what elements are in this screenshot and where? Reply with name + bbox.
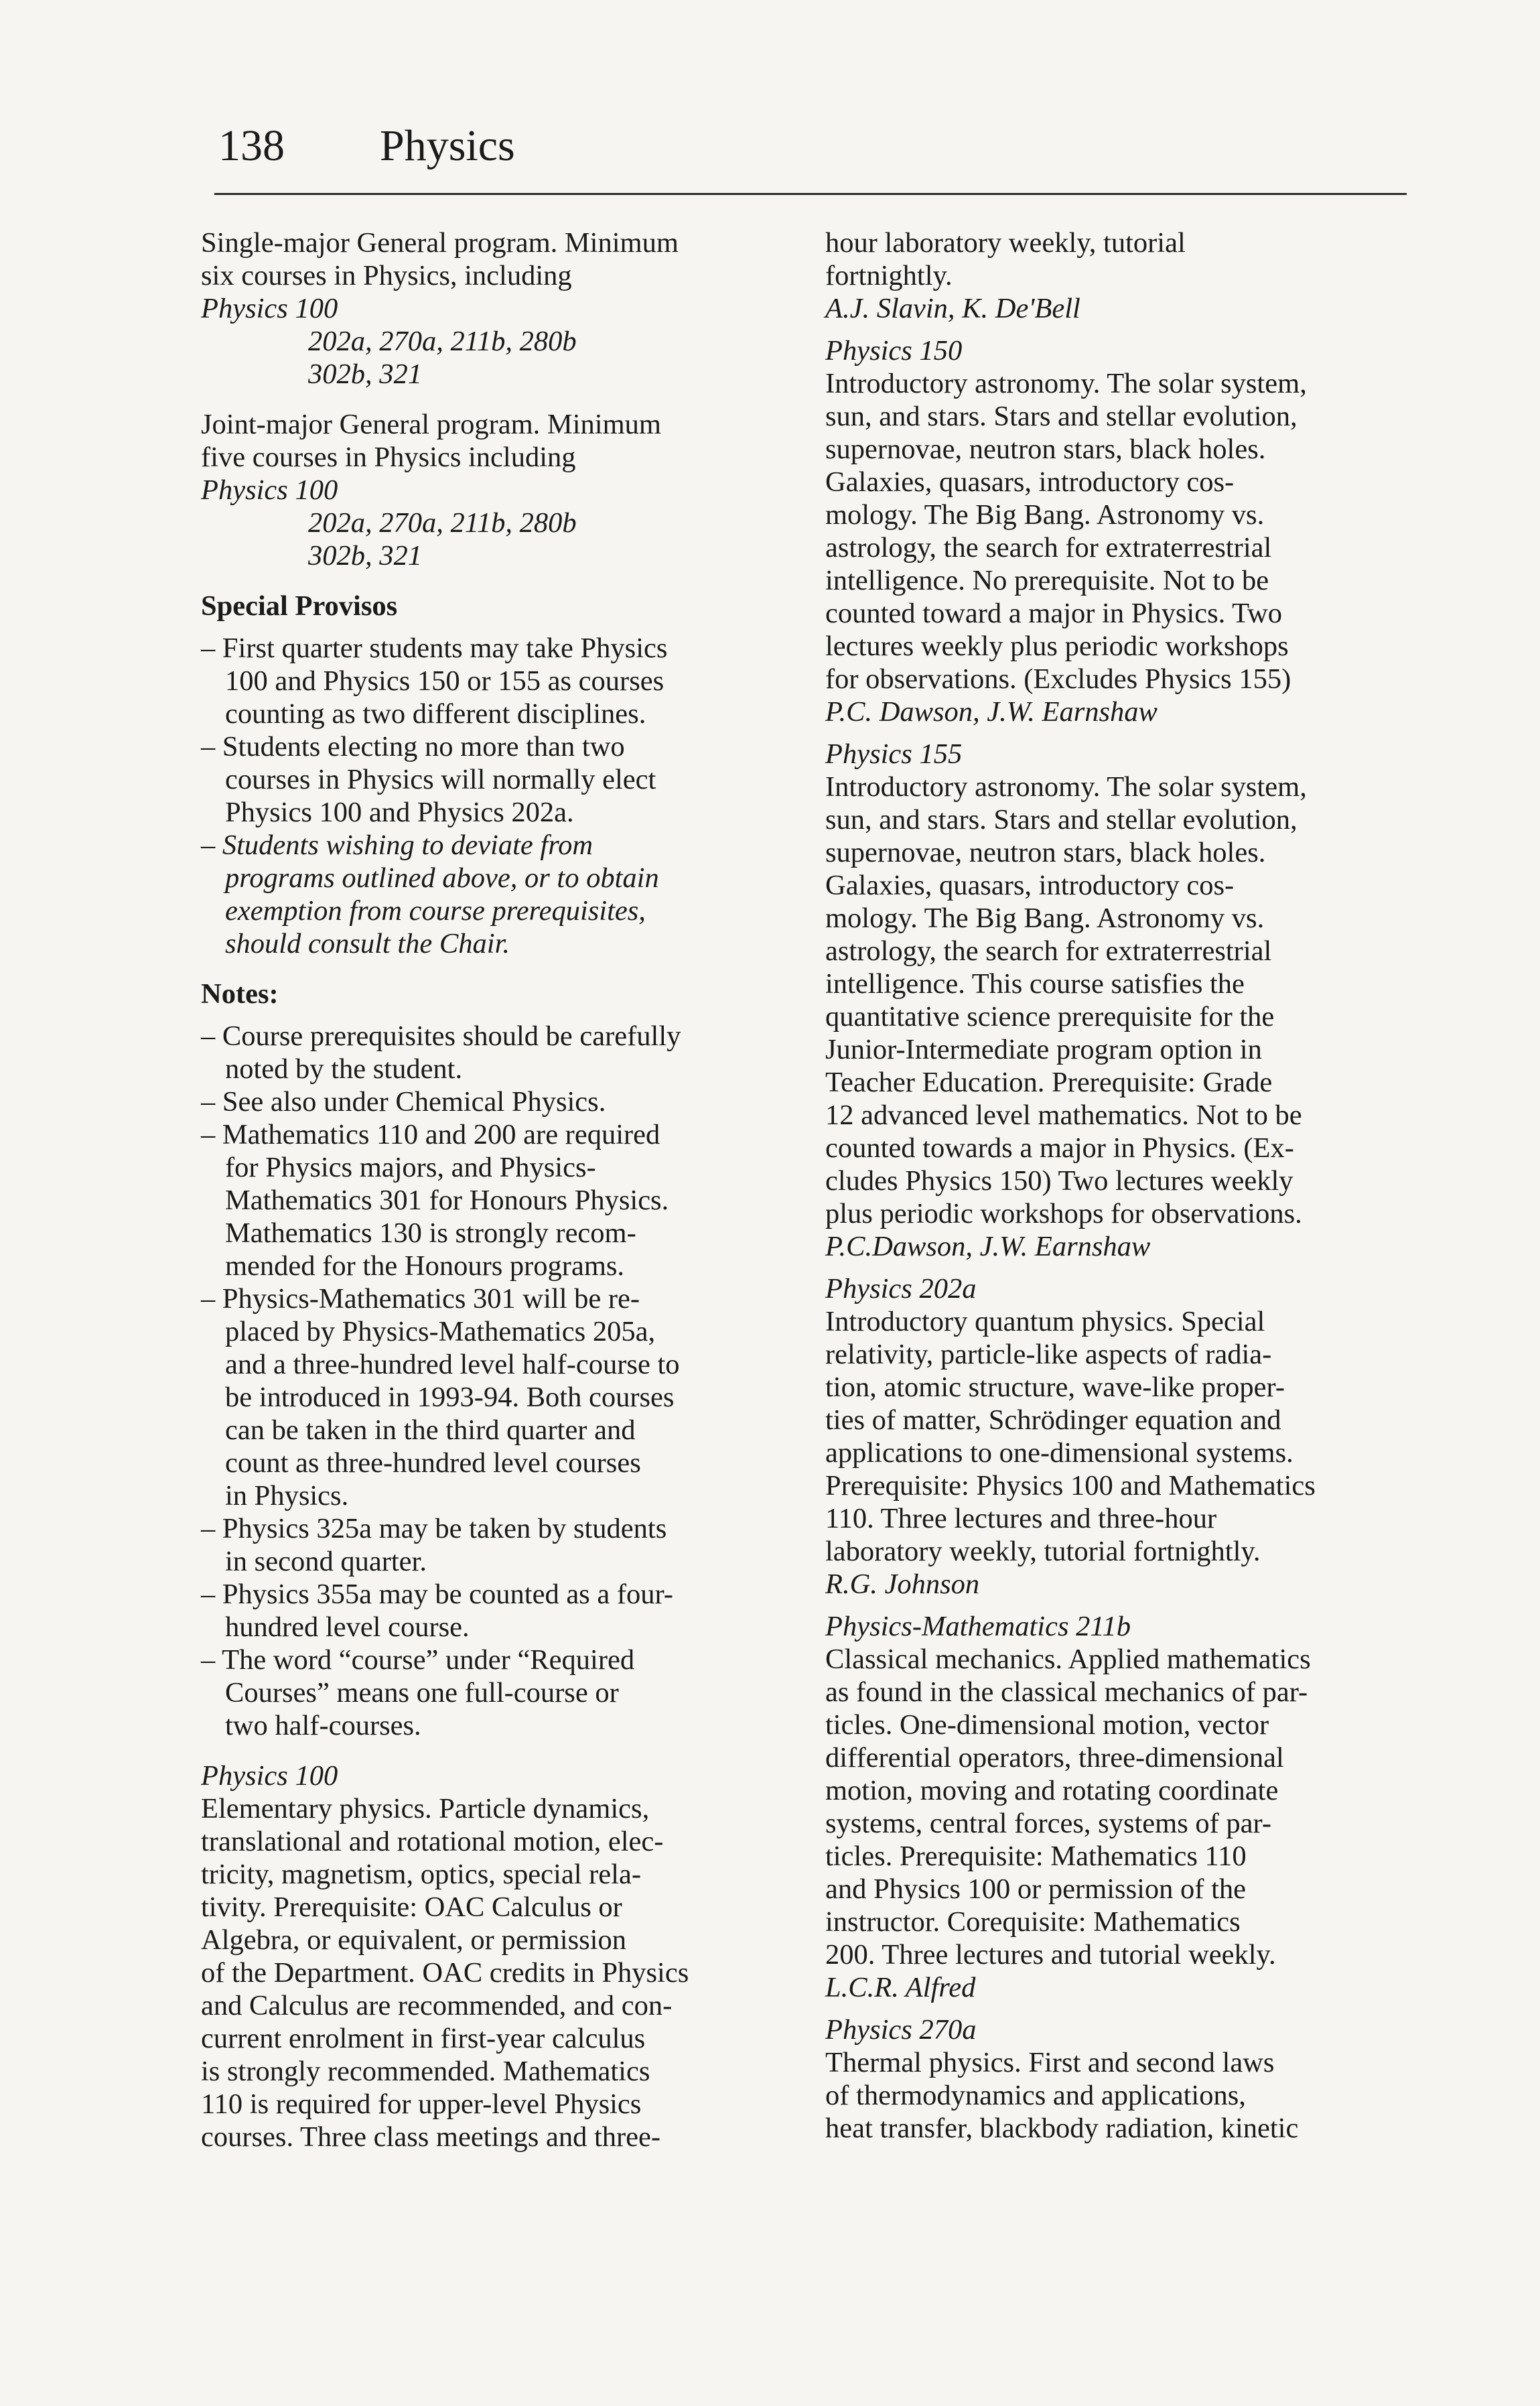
note-item: – Mathematics 110 and 200 are required — [201, 1119, 660, 1150]
proviso-item: programs outlined above, or to obtain — [225, 862, 659, 894]
course-description-line: heat transfer, blackbody radiation, kinetic — [825, 2113, 1299, 2144]
course-description-line: Introductory astronomy. The solar system, — [825, 368, 1307, 399]
course-physics-mathematics-211b — [825, 1610, 1408, 2004]
course-description-line: translational and rotational motion, elec- — [201, 1826, 664, 1857]
course-description-line: systems, central forces, systems of par- — [825, 1808, 1271, 1839]
course-title: Physics 270a — [825, 2014, 977, 2046]
course-description-line: of the Department. OAC credits in Physics — [201, 1957, 689, 1989]
course-title: Physics-Mathematics 211b — [825, 1611, 1131, 1642]
course-description-line: 12 advanced level mathematics. Not to be — [825, 1099, 1302, 1131]
course-title: Physics 155 — [825, 738, 963, 770]
page-number: 138 — [218, 121, 285, 170]
course-description-line: fortnightly. — [825, 260, 953, 291]
course-description-line: differential operators, three-dimensional — [825, 1742, 1284, 1774]
course-description-line: tivity. Prerequisite: OAC Calculus or — [201, 1891, 622, 1923]
page-header — [214, 113, 1407, 195]
course-description-line: ties of matter, Schrödinger equation and — [825, 1404, 1281, 1436]
course-list: 302b, 321 — [308, 540, 422, 572]
note-item: in second quarter. — [225, 1546, 427, 1577]
course-description-line: intelligence. No prerequisite. Not to be — [825, 565, 1269, 596]
note-item: and a three-hundred level half-course to — [225, 1349, 680, 1380]
notes — [201, 978, 790, 1742]
course-description-line: laboratory weekly, tutorial fortnightly. — [825, 1536, 1261, 1567]
course-description-line: sun, and stars. Stars and stellar evolution, — [825, 401, 1298, 432]
note-item: two half-courses. — [225, 1710, 421, 1741]
course-description-line: Prerequisite: Physics 100 and Mathematics — [825, 1470, 1316, 1501]
note-item: Mathematics 301 for Honours Physics. — [225, 1185, 669, 1216]
proviso-item: – Students wishing to deviate from — [201, 829, 593, 861]
note-item: placed by Physics-Mathematics 205a, — [225, 1316, 656, 1347]
course-description-line: cludes Physics 150) Two lectures weekly — [825, 1165, 1293, 1197]
course-description-line: intelligence. This course satisfies the — [825, 968, 1245, 1000]
course-description-line: instructor. Corequisite: Mathematics — [825, 1906, 1241, 1938]
note-item: – Physics 355a may be counted as a four- — [201, 1579, 673, 1610]
course-list: 202a, 270a, 211b, 280b — [308, 326, 577, 357]
course-description-line: astrology, the search for extraterrestrial — [825, 532, 1272, 563]
course-description-line: 110. Three lectures and three-hour — [825, 1503, 1217, 1534]
course-description-line: Thermal physics. First and second laws — [825, 2047, 1275, 2078]
course-description-line: applications to one-dimensional systems. — [825, 1437, 1293, 1469]
course-description-line: Algebra, or equivalent, or permission — [201, 1924, 626, 1956]
course-description-line: lectures weekly plus periodic workshops — [825, 630, 1289, 662]
note-item: – Physics-Mathematics 301 will be re- — [201, 1283, 640, 1315]
course-description-line: is strongly recommended. Mathematics — [201, 2056, 650, 2087]
course-description-line: mology. The Big Bang. Astronomy vs. — [825, 499, 1265, 531]
right-column — [825, 226, 1408, 2145]
course-description-line: tion, atomic structure, wave-like proper- — [825, 1372, 1285, 1403]
course-description-line: ticles. Prerequisite: Mathematics 110 — [825, 1841, 1247, 1872]
proviso-item: courses in Physics will normally elect — [225, 764, 656, 795]
course-description-line: supernovae, neutron stars, black holes. — [825, 837, 1266, 868]
course-description-line: and Physics 100 or permission of the — [825, 1873, 1246, 1905]
course-title: Physics 100 — [201, 1760, 338, 1792]
special-provisos — [201, 590, 790, 960]
course-list: 202a, 270a, 211b, 280b — [308, 507, 577, 539]
course-description-line: tricity, magnetism, optics, special rela- — [201, 1859, 641, 1890]
course-physics-155 — [825, 738, 1408, 1263]
course-description-line: as found in the classical mechanics of par- — [825, 1676, 1308, 1708]
course-description-line: motion, moving and rotating coordinate — [825, 1775, 1279, 1806]
note-item: for Physics majors, and Physics- — [225, 1152, 596, 1183]
course-title: Physics 150 — [825, 335, 963, 366]
course-title: Physics 202a — [825, 1273, 977, 1305]
text-line: five courses in Physics including — [201, 442, 576, 473]
note-item: – The word “course” under “Required — [201, 1644, 635, 1676]
instructor-names: R.G. Johnson — [825, 1568, 980, 1600]
course-description-line: Elementary physics. Particle dynamics, — [201, 1793, 650, 1824]
course-description-line: of thermodynamics and applications, — [825, 2080, 1246, 2111]
note-item: noted by the student. — [225, 1053, 463, 1085]
note-item: count as three-hundred level courses — [225, 1447, 641, 1479]
left-column — [201, 226, 790, 2153]
proviso-item: – Students electing no more than two — [201, 731, 625, 762]
note-item: – Physics 325a may be taken by students — [201, 1513, 667, 1544]
proviso-item: 100 and Physics 150 or 155 as courses — [225, 665, 664, 697]
course-description-line: sun, and stars. Stars and stellar evolution, — [825, 804, 1298, 836]
course-description-line: Teacher Education. Prerequisite: Grade — [825, 1067, 1273, 1098]
course-description-line: Introductory astronomy. The solar system, — [825, 771, 1307, 803]
note-item: – See also under Chemical Physics. — [201, 1086, 606, 1118]
course-description-line: Galaxies, quasars, introductory cos- — [825, 870, 1235, 901]
course-ref: Physics 100 — [201, 474, 338, 506]
course-description-line: for observations. (Excludes Physics 155) — [825, 663, 1291, 695]
note-item: mended for the Honours programs. — [225, 1250, 625, 1282]
instructor-names: L.C.R. Alfred — [825, 1972, 976, 2003]
note-item: in Physics. — [225, 1480, 349, 1512]
proviso-item: – First quarter students may take Physics — [201, 632, 668, 664]
instructor-names: P.C.Dawson, J.W. Earnshaw — [825, 1231, 1151, 1262]
course-physics-202a — [825, 1272, 1408, 1601]
note-item: hundred level course. — [225, 1611, 470, 1643]
course-description-line: hour laboratory weekly, tutorial — [825, 227, 1186, 259]
note-item: Courses” means one full-course or — [225, 1677, 619, 1709]
course-list: 302b, 321 — [308, 358, 422, 390]
section-heading: Notes: — [201, 978, 279, 1010]
course-description-line: quantitative science prerequisite for the — [825, 1001, 1275, 1032]
instructor-names: A.J. Slavin, K. De'Bell — [825, 293, 1080, 324]
proviso-item: exemption from course prerequisites, — [225, 895, 646, 927]
joint-major-program — [201, 408, 790, 572]
course-description-line: supernovae, neutron stars, black holes. — [825, 433, 1266, 465]
course-physics-100 — [201, 1759, 790, 2153]
course-description-line: astrology, the search for extraterrestrial — [825, 935, 1272, 967]
course-physics-270a — [825, 2013, 1408, 2145]
note-item: Mathematics 130 is strongly recom- — [225, 1217, 636, 1249]
text-line: six courses in Physics, including — [201, 260, 572, 291]
course-description-line: Galaxies, quasars, introductory cos- — [825, 466, 1235, 498]
instructor-names: P.C. Dawson, J.W. Earnshaw — [825, 696, 1158, 728]
text-line: Single-major General program. Minimum — [201, 227, 679, 259]
course-description-line: courses. Three class meetings and three- — [201, 2121, 661, 2153]
course-description-line: and Calculus are recommended, and con- — [201, 1990, 673, 2021]
course-description-line: 200. Three lectures and tutorial weekly. — [825, 1939, 1276, 1970]
course-description-line: 110 is required for upper-level Physics — [201, 2088, 642, 2120]
section-heading: Special Provisos — [201, 590, 398, 622]
note-item: can be taken in the third quarter and — [225, 1414, 636, 1446]
course-description-line: current enrolment in first-year calculus — [201, 2023, 646, 2054]
course-physics-150 — [825, 334, 1408, 728]
course-description-line: Classical mechanics. Applied mathematics — [825, 1644, 1311, 1675]
course-description-line: plus periodic workshops for observations. — [825, 1198, 1302, 1229]
text-line: Joint-major General program. Minimum — [201, 409, 661, 440]
course-description-line: Junior-Intermediate program option in — [825, 1034, 1262, 1065]
course-ref: Physics 100 — [201, 293, 338, 324]
course-physics-100-continued — [825, 226, 1408, 325]
section-title: Physics — [380, 121, 515, 170]
note-item: – Course prerequisites should be carefully — [201, 1020, 681, 1052]
course-description-line: ticles. One-dimensional motion, vector — [825, 1709, 1269, 1741]
single-major-program — [201, 226, 790, 391]
course-description-line: Introductory quantum physics. Special — [825, 1306, 1265, 1337]
proviso-item: should consult the Chair. — [225, 928, 510, 959]
proviso-item: Physics 100 and Physics 202a. — [225, 797, 574, 828]
course-description-line: counted toward a major in Physics. Two — [825, 598, 1283, 629]
course-description-line: relativity, particle-like aspects of radia- — [825, 1339, 1272, 1370]
proviso-item: counting as two different disciplines. — [225, 698, 646, 730]
course-description-line: mology. The Big Bang. Astronomy vs. — [825, 903, 1265, 934]
note-item: be introduced in 1993-94. Both courses — [225, 1382, 675, 1413]
course-description-line: counted towards a major in Physics. (Ex- — [825, 1132, 1294, 1164]
